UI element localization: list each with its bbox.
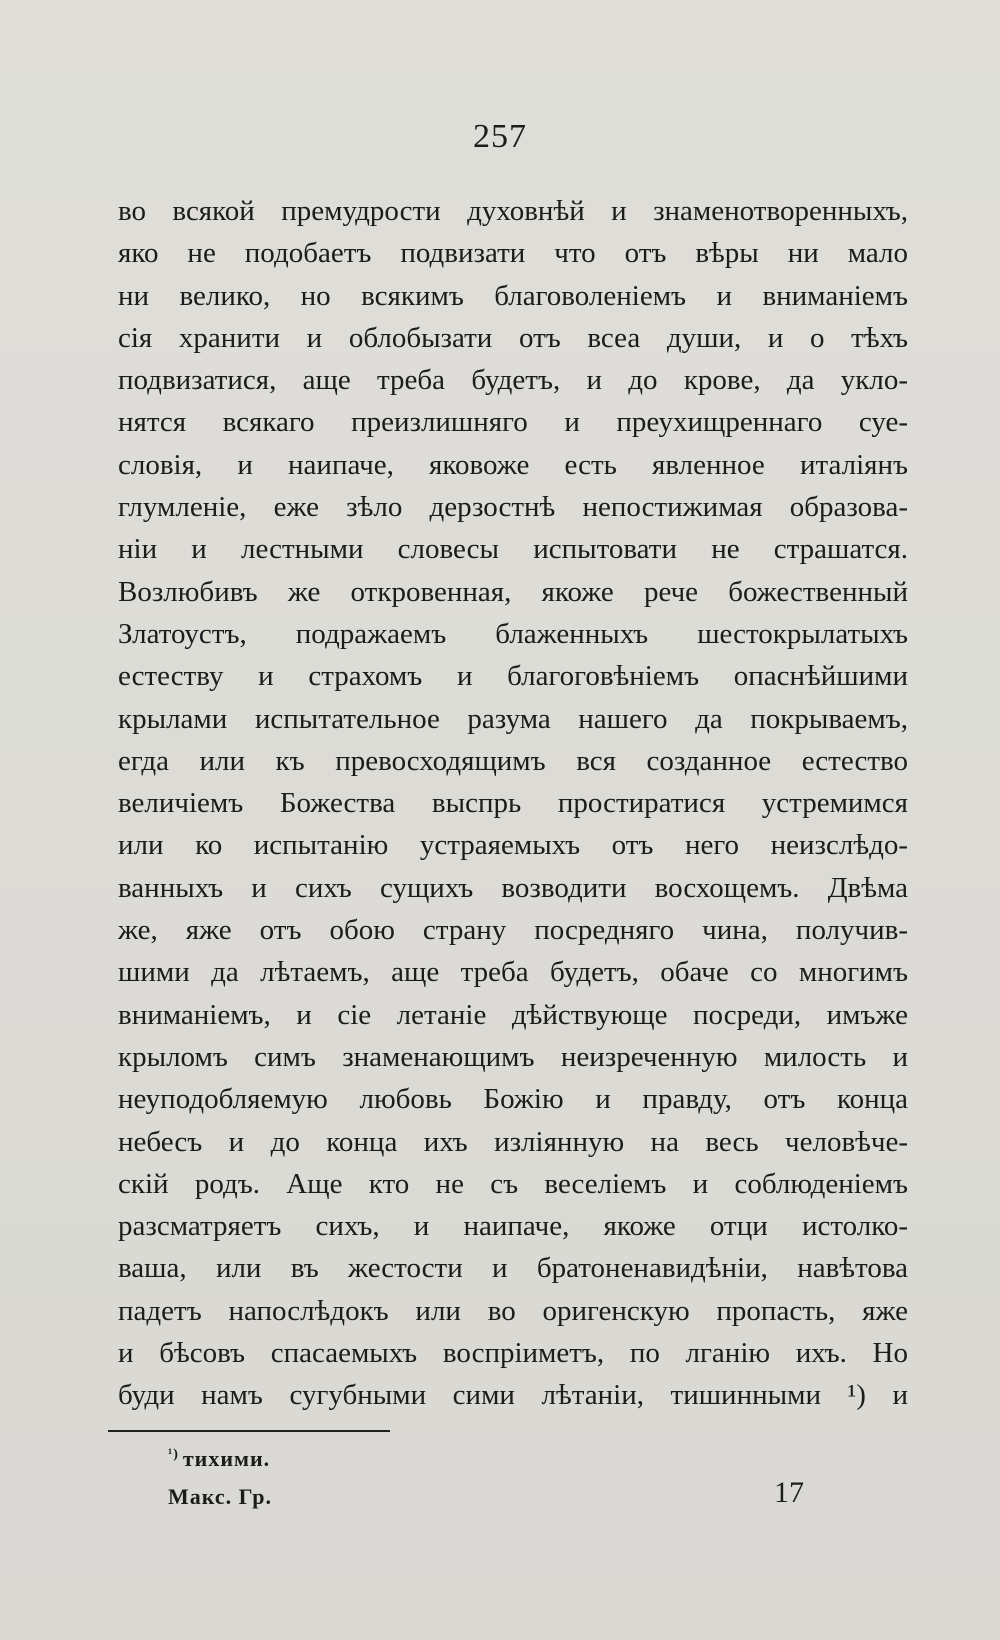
text-line: нiи и лестными словесы испытовати не страшатся. [118, 533, 908, 566]
text-line: во всякой премудрости духовнѣй и знаменотворенныхъ, [118, 195, 908, 227]
printer-signature: Макс. Гр. [168, 1484, 273, 1509]
page-number: 257 [473, 118, 527, 155]
text-line: буди намъ сугубными сими лѣтанiи, тишинными ¹) и [118, 1379, 908, 1412]
text-line: или ко испытанiю устраяемыхъ отъ него неизслѣдо- [118, 829, 908, 862]
footnote-divider [108, 1430, 390, 1432]
text-line: крыломъ симъ знаменающимъ неизреченную милость и [118, 1040, 908, 1073]
text-line: шими да лѣтаемъ, аще треба будетъ, обаче со многимъ [118, 956, 908, 989]
text-line: Златоустъ, подражаемъ блаженныхъ шестокрылатыхъ [118, 617, 908, 650]
text-line: ни велико, но всякимъ благоволенiемъ и вниманiемъ [118, 279, 908, 312]
text-line: же, яже отъ обою страну посредняго чина, получив- [118, 914, 908, 947]
text-line: подвизатися, аще треба будетъ, и до крове, да укло- [118, 364, 908, 397]
text-line: падетъ напослѣдокъ или во оригенскую пропасть, яже [118, 1294, 908, 1327]
text-line: Возлюбивъ же откровенная, якоже рече божественный [118, 575, 908, 608]
text-line: егда или къ превосходящимъ вся созданное естество [118, 744, 908, 777]
footnote-marker: ¹) [168, 1446, 179, 1462]
text-line: естеству и страхомъ и благоговѣнiемъ опаснѣйшими [118, 660, 908, 693]
body-text [118, 190, 908, 1417]
text-line: и бѣсовъ спасаемыхъ воспрiиметъ, по лганiю ихъ. Но [118, 1337, 908, 1370]
text-line: неуподобляемую любовь Божiю и правду, отъ конца [118, 1083, 908, 1116]
text-line: небесъ и до конца ихъ излiянную на весь человѣче- [118, 1125, 908, 1158]
footnote-text: тихими. [182, 1446, 271, 1471]
footnote [168, 1446, 270, 1472]
text-line: крылами испытательное разума нашего да покрываемъ, [118, 702, 908, 735]
text-line: вниманiемъ, и сiе летанiе дѣйствующе посреди, имъже [118, 998, 908, 1031]
text-line: величiемъ Божества выспрь простиратися устремимся [118, 787, 908, 820]
text-line: скiй родъ. Аще кто не съ веселiемъ и соблюденiемъ [118, 1167, 908, 1200]
text-line: сiя хранити и облобызати отъ всеа души, и о тѣхъ [118, 321, 908, 354]
text-line: разсматряетъ сихъ, и наипаче, якоже отци истолко- [118, 1210, 908, 1243]
text-line: нятся всякаго преизлишняго и преухищреннаго суе- [118, 406, 908, 439]
text-line: ваша, или въ жестости и братоненавидѣнiи, навѣтова [118, 1252, 908, 1285]
signature-number: 17 [774, 1476, 804, 1509]
text-line: яко не подобаетъ подвизати что отъ вѣры ни мало [118, 237, 908, 270]
text-line: глумленiе, еже зѣло дерзостнѣ непостижимая образова- [118, 491, 908, 524]
text-line: словiя, и наипаче, яковоже есть явленное италiянъ [118, 448, 908, 481]
text-line: ванныхъ и сихъ сущихъ возводити восхощемъ. Двѣма [118, 871, 908, 904]
